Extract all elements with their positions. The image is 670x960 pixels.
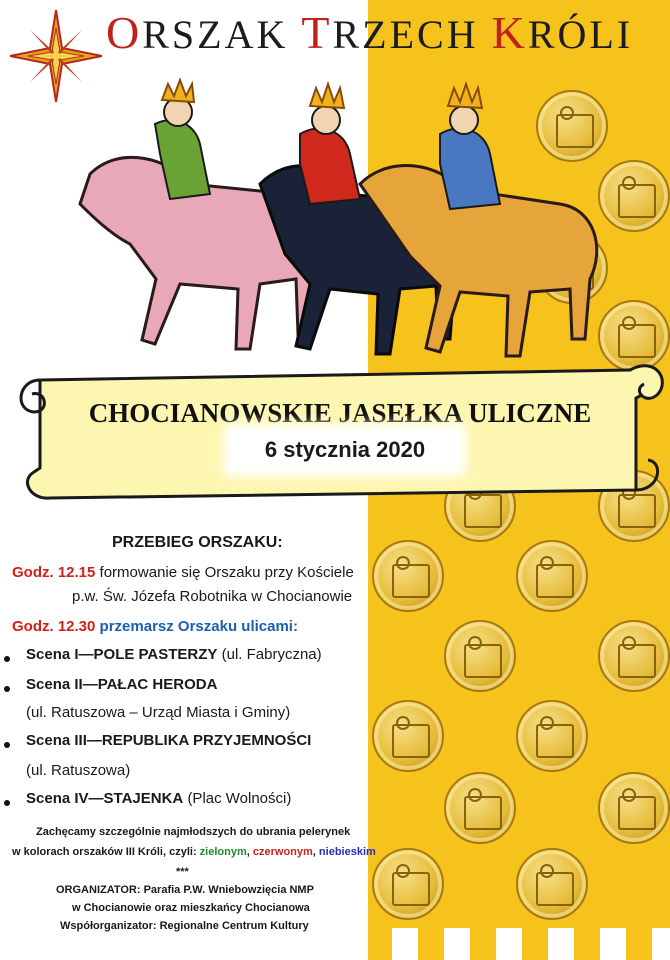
three-kings-illustration (60, 64, 650, 364)
co-organizer-line: Współorganizator: Regionalne Centrum Kultury (60, 920, 309, 932)
title-initial: O (106, 7, 143, 58)
coin-emblem (372, 848, 444, 920)
scene-detail: (ul. Fabryczna) (221, 646, 322, 663)
coin-emblem (444, 620, 516, 692)
note-line: Zachęcamy szczególnie najmłodszych do ubrania pelerynek (36, 826, 351, 838)
scene-detail: (Plac Wolności) (187, 790, 292, 807)
scene-detail: (ul. Ratuszowa – Urząd Miasta i Gminy) (26, 704, 291, 721)
title-word: RÓLI (527, 12, 634, 57)
banner-date: 6 stycznia 2020 (230, 430, 460, 470)
bullet-icon (4, 686, 10, 692)
program-item-1 (12, 564, 354, 581)
coin-emblem (372, 700, 444, 772)
scene-label: Scena III—REPUBLIKA PRZYJEMNOŚCI (26, 732, 312, 749)
banner-title: CHOCIANOWSKIE JASEŁKA ULICZNE (88, 398, 592, 428)
organizer-line: ORGANIZATOR: Parafia P.W. Wniebowzięcia NMP (56, 884, 314, 896)
scene-label: Scena II—PAŁAC HERODA (26, 676, 218, 693)
crenellation (548, 928, 574, 960)
coin-emblem (598, 620, 670, 692)
title-word: RZECH (332, 12, 479, 57)
color-blue-text: niebieskim (318, 846, 376, 858)
color-green-text: zielonym (199, 846, 247, 858)
organizer-line: w Chocianowie oraz mieszkańcy Chocianowa (72, 902, 310, 914)
coin-emblem (516, 540, 588, 612)
separator: *** (176, 866, 189, 878)
crenellation (600, 928, 626, 960)
scene-item (26, 646, 322, 663)
poster-title (106, 6, 670, 58)
scene-label: Scena IV—STAJENKA (26, 790, 184, 807)
coin-emblem (444, 772, 516, 844)
note-line-colors: w kolorach orszaków III Króli, czyli: zielonym, czerwonym, niebieskim (12, 846, 376, 858)
crenellation (652, 928, 670, 960)
program-text: p.w. Św. Józefa Robotnika w Chocianowie (72, 588, 353, 605)
program-text: formowanie się Orszaku przy Kościele (99, 564, 354, 581)
coin-emblem (516, 700, 588, 772)
coin-emblem (516, 848, 588, 920)
route-text: przemarsz Orszaku ulicami: (99, 618, 298, 635)
crenellation (444, 928, 470, 960)
coin-emblem (372, 540, 444, 612)
crenellation (496, 928, 522, 960)
crenellation (392, 928, 418, 960)
note-text: w kolorach orszaków III Króli, czyli: (12, 846, 197, 858)
program-heading: PRZEBIEG ORSZAKU: (112, 534, 283, 551)
bullet-icon (4, 800, 10, 806)
title-word: RSZAK (142, 12, 289, 57)
color-red-text: czerwonym (252, 846, 313, 858)
scene-label: Scena I—POLE PASTERZY (26, 646, 218, 663)
program-item-2 (12, 618, 298, 635)
time-label: Godz. 12.30 (12, 618, 96, 635)
title-initial: K (491, 7, 528, 58)
scene-detail: (ul. Ratuszowa) (26, 762, 131, 779)
title-initial: T (301, 7, 333, 58)
scene-item (26, 790, 291, 807)
time-label: Godz. 12.15 (12, 564, 96, 581)
coin-emblem (598, 772, 670, 844)
bullet-icon (4, 656, 10, 662)
bullet-icon (4, 742, 10, 748)
